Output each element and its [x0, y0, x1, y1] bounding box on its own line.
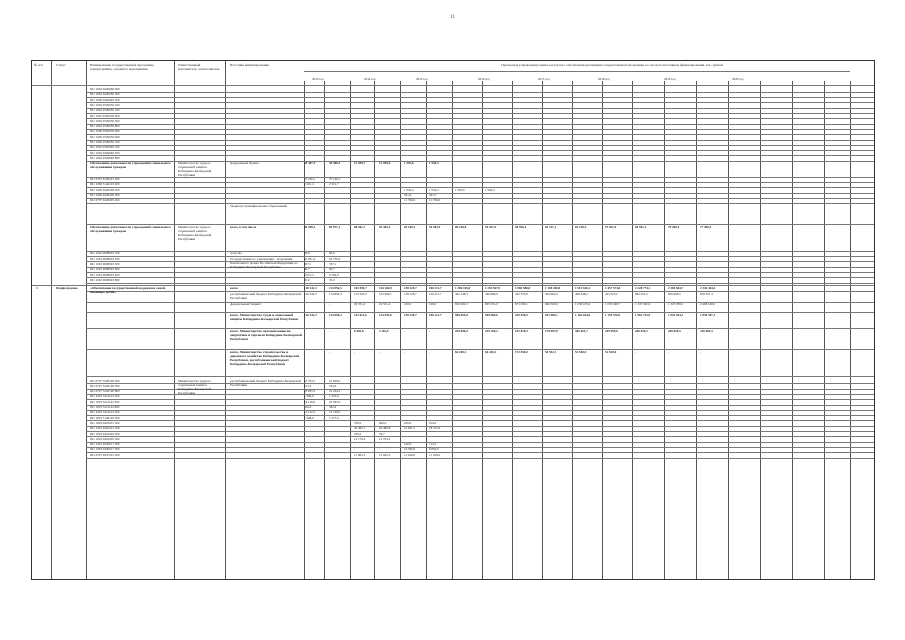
value-cell: 1 963 753,9 — [635, 312, 651, 317]
value-cell: 60 358,3 — [304, 224, 316, 229]
block-source: всего, Министерство промышленности, энергетики и торговли Кабардино-Балкарской Республики — [230, 328, 302, 341]
row-code: 961 1002 0320040 800 — [90, 155, 120, 160]
header-col-status: Статус — [56, 63, 66, 67]
row-rule — [86, 92, 874, 93]
value-cell: 126 160,9 — [379, 286, 392, 291]
value-cell: 671 200,1 — [515, 302, 528, 307]
row-rule — [86, 145, 874, 146]
row-rule — [86, 447, 874, 448]
value-cell: 29 551,4 — [354, 302, 366, 307]
value-cell: 910 450,9 — [515, 312, 528, 317]
row-rule — [86, 442, 874, 443]
row-code: 961 1003 5221142 200 — [90, 394, 120, 399]
row-rule — [86, 113, 874, 114]
column-divider — [51, 61, 52, 579]
value-cell: 20 402,7 — [354, 426, 366, 431]
value-cell: - — [379, 349, 381, 354]
row-rule — [86, 283, 874, 284]
value-cell: 2 116,9 — [379, 328, 389, 333]
row-rule — [86, 267, 874, 268]
value-cell: 910,0 — [404, 420, 412, 425]
value-cell: 949 089,6 — [485, 312, 498, 317]
value-cell: 1 162 634,0 — [575, 312, 591, 317]
value-cell: 1 594,3 — [485, 187, 495, 192]
value-cell: 341,5 — [429, 193, 437, 197]
header-year: 2015 год — [416, 77, 428, 81]
header-year: 2016 год — [478, 77, 490, 81]
value-cell: 79,7 — [379, 431, 385, 436]
value-cell: 18 725,0 — [429, 426, 441, 431]
value-cell: 337,1 — [304, 261, 312, 266]
value-cell: - — [304, 349, 306, 354]
value-cell: 120 242,3 — [304, 291, 317, 296]
value-cell: 64 240,1 — [455, 349, 467, 354]
value-cell: 178 907,8 — [545, 328, 558, 333]
value-cell: 2 346 464,4 — [700, 286, 716, 291]
value-cell: 239 109,2 — [485, 328, 498, 333]
value-cell: 55 551,5 — [485, 224, 497, 229]
value-cell: - — [304, 328, 306, 333]
value-cell: 64 240,1 — [485, 349, 497, 354]
value-cell: 1 594,3 — [429, 161, 439, 166]
row-rule — [86, 261, 874, 262]
value-cell: 37 196,1 — [329, 177, 341, 182]
row-code: 961 1002 9008993 800 — [90, 277, 120, 282]
header-year: 2019 год — [664, 77, 676, 81]
value-cell: 96,6 — [329, 251, 335, 256]
block-name: «Обеспечение государственной поддержки семей, имеющих детей» — [90, 286, 166, 295]
value-cell: 51 530,0 — [605, 349, 617, 354]
value-cell: 11 769,0 — [429, 198, 441, 203]
row-code: 961 1002 0420060 000 — [90, 87, 120, 91]
value-cell: 1 915 616,1 — [575, 286, 591, 291]
row-rule — [86, 140, 874, 141]
row-code: 961 1006 0320050 100 — [90, 140, 120, 144]
value-cell: 51 609,0 — [329, 378, 341, 383]
row-rule — [86, 436, 874, 437]
value-cell: - — [668, 349, 670, 354]
value-cell: 96,6 — [304, 251, 310, 256]
header-col-no: № п/п — [34, 63, 43, 67]
value-cell: 10 590,0 — [404, 447, 416, 452]
block-source: федеральный бюджет — [230, 161, 260, 166]
row-rule — [86, 426, 874, 427]
row-status: Подпрограмма — [56, 286, 78, 291]
value-cell: 114 856,3 — [329, 312, 342, 317]
value-cell: 68 561,7 — [354, 224, 366, 229]
row-code: 961 1002 9008993 300 — [90, 261, 120, 266]
header-year: 2020 год — [732, 77, 744, 81]
page-number: 11 — [450, 15, 455, 20]
value-cell: 250 846,9 — [455, 328, 468, 333]
value-cell: 25 825,3 — [304, 389, 316, 394]
row-rule — [86, 251, 874, 252]
value-cell: 9 856,0 — [429, 447, 439, 452]
row-rule — [86, 187, 874, 188]
value-cell: 13 132,3 — [304, 410, 316, 415]
row-code: 961 1003 0420050 300 — [90, 92, 120, 97]
value-cell: 1 998,0 — [304, 415, 314, 420]
value-cell: 919,0 — [429, 420, 437, 425]
row-code: 961 1002 9008993 100 — [90, 251, 120, 256]
row-code: 961 1006 0420209 200 — [90, 193, 120, 197]
row-rule — [86, 328, 874, 329]
value-cell: 50 552,1 — [545, 349, 557, 354]
row-code: 961 1003 5221142 800 — [90, 405, 120, 409]
block-source: всего, в том числе — [230, 224, 256, 229]
value-cell: 77 490,4 — [700, 224, 712, 229]
value-cell: 23 925,0 — [329, 399, 341, 404]
block-source: федеральный бюджет — [230, 302, 262, 307]
value-cell: 11 769,0 — [404, 198, 416, 203]
value-cell: 1 347 058,2 — [668, 302, 684, 307]
value-cell: 114 856,3 — [329, 286, 342, 291]
row-code: 961 1006 5144193 200 — [90, 182, 120, 187]
value-cell: 10 831,7 — [404, 426, 416, 431]
value-cell: 878 351,4 — [700, 291, 713, 296]
value-cell: 6 951,3 — [304, 272, 314, 277]
row-code: 961 1003 0422205 300 — [90, 436, 120, 441]
value-cell: 106 211,7 — [429, 286, 442, 291]
header-year: 2018 год — [598, 77, 610, 81]
block-source: республиканский бюджет Кабардино-Балкарской Республики — [230, 291, 302, 300]
value-cell: 882 451,2 — [635, 291, 648, 296]
row-code: 961 1006 0420040 200 — [90, 97, 120, 102]
block-name: Обеспечение деятельности учреждений социального обслуживания граждан — [90, 224, 171, 233]
block-resp: Министерство труда и социальной защиты Кабардино-Балкарской Республики — [178, 378, 212, 395]
row-code: 961 0707 4520201 200 — [90, 177, 120, 182]
value-cell: 1 036 105,9 — [575, 302, 591, 307]
block-source: всего — [230, 286, 239, 291]
value-cell: 11 169,0 — [429, 452, 441, 457]
value-cell: 39 487,5 — [304, 161, 316, 166]
header-col-source: Источник финансирования — [230, 63, 269, 67]
value-cell: 138 120,7 — [404, 291, 417, 296]
row-code: 961 1002 0320050 100 — [90, 108, 120, 113]
value-cell: 120 242,3 — [304, 312, 317, 317]
value-cell: 1 286 165,8 — [455, 286, 471, 291]
value-cell: 341,6 — [404, 193, 412, 197]
value-cell: 12 539,0 — [329, 410, 341, 415]
block-source: республиканский бюджет Кабардино-Балкарской Республики — [230, 378, 302, 387]
value-cell: 385 461,7 — [575, 328, 588, 333]
value-cell: 856 606,5 — [668, 291, 681, 296]
row-rule — [86, 431, 874, 432]
value-cell: 2 291,4 — [304, 182, 314, 187]
value-cell: 12 763,2 — [379, 436, 391, 441]
value-cell: 13 959,7 — [354, 161, 366, 166]
value-cell: 39 400,5 — [329, 161, 341, 166]
block-source: бюджеты муниципальных образований — [230, 203, 287, 208]
value-cell: 22 551,4 — [379, 302, 391, 307]
budget-table — [31, 60, 875, 580]
header-year: 2013 год — [312, 77, 324, 81]
row-rule — [86, 118, 874, 119]
header-col-forecast: Прогнозная (справочная) оценка ресурсного обеспечения реализации государственной программы за счет всех источников финансирования, тыс. рублей — [501, 63, 723, 67]
value-cell: 1 033 049,7 — [605, 302, 621, 307]
value-cell: 13 065,3 — [379, 452, 391, 457]
value-cell: 2 228 774,1 — [635, 286, 651, 291]
value-cell: - — [304, 302, 306, 307]
value-cell: 102 609,1 — [379, 291, 392, 296]
block-name: Обеспечение деятельности учреждений социального обслуживания граждан — [90, 161, 171, 170]
value-cell: 1 292 827,9 — [485, 286, 501, 291]
row-code: 961 1002 9008993 200 — [90, 256, 120, 261]
value-cell: 100,0 — [404, 442, 412, 447]
block-source: средства — [230, 251, 242, 256]
value-cell: 250,0 — [354, 431, 362, 436]
row-rule — [86, 277, 874, 278]
value-cell: 1 942 944,2 — [668, 312, 684, 317]
row-code: 961 1002 0320050 300 — [90, 118, 120, 123]
value-cell: 466 448,2 — [575, 291, 588, 296]
value-cell: 2 269 664,7 — [668, 286, 684, 291]
value-cell: 82 169,2 — [404, 224, 416, 229]
value-cell: 922 002,3 — [455, 302, 468, 307]
value-cell: - — [429, 328, 431, 333]
value-cell: 1 033,2 — [429, 187, 439, 192]
value-cell: 2 212,7 — [329, 182, 339, 187]
value-cell: 316 069,3 — [700, 328, 713, 333]
row-code: 961 1003 0422201 300 — [90, 426, 120, 431]
value-cell: 24 118,0 — [304, 399, 316, 404]
row-rule — [86, 312, 874, 313]
value-cell: 1 595,6 — [404, 161, 414, 166]
row-rule — [86, 349, 874, 350]
row-code: 961 1006 0420209 200 — [90, 187, 120, 192]
row-rule — [86, 420, 874, 421]
value-cell: - — [379, 447, 381, 452]
value-cell: 57 821,9 — [605, 224, 617, 229]
value-cell: 302,6 — [329, 405, 337, 409]
value-cell: 35,0 — [304, 277, 310, 282]
value-cell: 37 196,1 — [304, 177, 316, 182]
value-cell: 35,0 — [329, 277, 335, 282]
value-cell: 524,6 — [329, 383, 337, 388]
row-rule — [86, 182, 874, 183]
block-resp: Министерство труда и социальной защиты Кабардино-Балкарской Республики — [178, 224, 212, 241]
value-cell: 53 793,5 — [304, 378, 316, 383]
value-cell: 6 769,0 — [329, 272, 339, 277]
row-rule — [86, 256, 874, 257]
row-code: 961 1003 5221142 300 — [90, 399, 120, 404]
header-rule — [32, 85, 874, 86]
row-rule — [86, 302, 874, 303]
row-code: 961 1003 5140192 300 — [90, 415, 120, 420]
row-code: 961 1006 0320050 000 — [90, 129, 120, 134]
row-rule — [86, 291, 874, 292]
value-cell: 600,0 — [379, 420, 387, 425]
value-cell: 89 218,8 — [455, 224, 467, 229]
row-rule — [86, 134, 874, 135]
value-cell: 69 977,1 — [329, 224, 341, 229]
value-cell: 1 033,2 — [404, 187, 414, 192]
row-rule — [86, 410, 874, 411]
value-cell: 1 457 574,8 — [605, 286, 621, 291]
value-cell: 106 211,7 — [429, 312, 442, 317]
value-cell: - — [404, 349, 406, 354]
value-cell: 114 856,3 — [329, 291, 342, 296]
value-cell: 100,0 — [429, 302, 437, 307]
value-cell: 100,0 — [404, 302, 412, 307]
value-cell: 54 583,9 — [429, 224, 441, 229]
value-cell: 1 477,9 — [329, 415, 339, 420]
value-cell: 55 483,4 — [379, 224, 391, 229]
value-cell: 13 959,6 — [379, 161, 391, 166]
value-cell: - — [354, 442, 356, 447]
value-cell: 26 480,8 — [379, 426, 391, 431]
row-code: 961 0707 5220190 300 — [90, 383, 120, 388]
row-rule — [86, 150, 874, 151]
value-cell: 124 043,6 — [379, 312, 392, 317]
row-rule — [86, 97, 874, 98]
row-code: 961 0707 5220190 800 — [90, 389, 120, 394]
block-resp: Министерство труда и социальной защиты Кабардино-Балкарской Республики — [178, 161, 212, 178]
value-cell: 132 560,3 — [354, 291, 367, 296]
value-cell: 192 678,3 — [515, 328, 528, 333]
header-col-resp: Ответственный исполнитель, соисполнитель — [178, 63, 220, 71]
value-cell: 346 086,9 — [485, 291, 498, 296]
value-cell: 337,1 — [329, 261, 337, 266]
value-cell: 1 225,0 — [329, 394, 339, 399]
value-cell: 138 229,7 — [404, 286, 417, 291]
value-cell: 153 611,6 — [354, 312, 367, 317]
row-code: 961 1003 0430017 300 — [90, 442, 120, 447]
row-rule — [86, 415, 874, 416]
value-cell: 22 264,2 — [329, 389, 341, 394]
row-rule — [86, 124, 874, 125]
value-cell: - — [700, 349, 702, 354]
row-rule — [86, 399, 874, 400]
value-cell: - — [329, 328, 331, 333]
block-source: всего, Министерство строительства и дорожного хозяйства Кабардино-Балкарской Республики, республиканский бюджет Кабардино-Балкарской Республики — [230, 349, 300, 366]
value-cell: 2 468 100,0 — [700, 302, 716, 307]
value-cell: 96,7 — [329, 267, 335, 272]
value-cell: 266 020,2 — [635, 328, 648, 333]
value-cell: - — [429, 349, 431, 354]
value-cell: 513,2 — [304, 383, 312, 388]
value-cell: 51 530,0 — [575, 349, 587, 354]
value-cell: 84 941,4 — [635, 224, 647, 229]
row-number: 3 — [36, 286, 38, 291]
value-cell: 81 218,3 — [575, 224, 587, 229]
value-cell: 96 936,4 — [515, 224, 527, 229]
value-cell: 1 169 260,8 — [545, 286, 561, 291]
value-cell: 249 959,0 — [605, 328, 618, 333]
value-cell: 423 525,2 — [605, 291, 618, 296]
value-cell: 666 363,0 — [545, 302, 558, 307]
row-rule — [86, 376, 874, 377]
value-cell: 1 347 322,9 — [635, 302, 651, 307]
value-cell: - — [329, 302, 331, 307]
value-cell: 138 220,7 — [404, 312, 417, 317]
row-rule — [86, 155, 874, 156]
value-cell: - — [329, 349, 331, 354]
value-cell: 11 063,3 — [354, 452, 366, 457]
value-cell: 112,2 — [429, 442, 437, 447]
value-cell: 172 450,0 — [515, 349, 528, 354]
row-code: 961 1002 9008993 800 — [90, 267, 120, 272]
value-cell: 1 595,6 — [455, 187, 465, 192]
row-rule — [86, 102, 874, 103]
value-cell: 432 379,9 — [515, 291, 528, 296]
row-code: 961 1002 0320050 200 — [90, 113, 120, 118]
value-cell: 8 483,8 — [354, 328, 364, 333]
value-cell: - — [404, 328, 406, 333]
row-rule — [86, 129, 874, 130]
row-code: 961 1006 0320050 000 — [90, 134, 120, 139]
value-cell: 1 830 397,1 — [700, 312, 716, 317]
value-cell: 1 155 576,9 — [605, 312, 621, 317]
row-code: 961 0707 5220190 200 — [90, 378, 120, 383]
header-year: 2017 год — [538, 77, 550, 81]
row-code: 961 1003 0430017 300 — [90, 447, 120, 452]
row-rule — [86, 108, 874, 109]
row-rule — [86, 458, 874, 459]
value-cell: 931 985,1 — [545, 312, 558, 317]
row-rule — [86, 198, 874, 199]
header-rule — [304, 71, 850, 72]
value-cell: 700,0 — [354, 420, 362, 425]
row-code: 961 1002 0320040 100 — [90, 145, 120, 150]
row-rule — [86, 193, 874, 194]
block-source: Государственного учреждения - Отделения Пенсионного фонда Российской Федерации по Кабардино-Балкарской Республике — [230, 256, 298, 269]
block-source: всего, Министерство труда и социальной защиты Кабардино-Балкарской Республики — [230, 312, 299, 321]
row-code: 961 1002 0320050 800 — [90, 124, 120, 129]
value-cell: 62 736,9 — [329, 256, 341, 261]
value-cell: - — [354, 349, 356, 354]
header-col-name: Наименование государственной программы, подпрограммы, основного мероприятия — [90, 63, 155, 71]
value-cell: 310,0 — [304, 405, 312, 409]
value-cell: 1 083 980,8 — [515, 286, 531, 291]
row-rule — [86, 405, 874, 406]
value-cell: 86,7 — [304, 267, 310, 272]
value-cell: - — [635, 349, 637, 354]
value-cell: 106 211,7 — [429, 291, 442, 296]
row-code: 961 1002 0320050 100 — [90, 102, 120, 107]
value-cell: 11 169,0 — [404, 452, 416, 457]
row-code: 961 1003 5221142 300 — [90, 410, 120, 415]
value-cell: 362 148,3 — [455, 291, 468, 296]
value-cell: 120 242,3 — [304, 286, 317, 291]
header-year: 2014 год — [364, 77, 376, 81]
row-code: 961 1002 9008993 400 — [90, 272, 120, 277]
value-cell: 165 094,7 — [354, 286, 367, 291]
row-code: 961 1003 0422204 300 — [90, 431, 120, 436]
row-rule — [86, 452, 874, 453]
row-code: 961 1003 0422201 300 — [90, 420, 120, 425]
value-cell: 969 055,8 — [455, 312, 468, 317]
value-cell: - — [379, 442, 381, 447]
value-cell: 905 331,0 — [485, 302, 498, 307]
row-rule — [86, 203, 874, 204]
row-code: 961 0707 0420605 200 — [90, 198, 120, 203]
value-cell: 52 951,6 — [304, 256, 316, 261]
row-code: 961 0707 0437201 300 — [90, 452, 120, 457]
value-cell: 79 298,4 — [668, 224, 680, 229]
row-rule — [86, 272, 874, 273]
value-cell: 362 062,0 — [545, 291, 558, 296]
value-cell: 63 317,1 — [545, 224, 557, 229]
value-cell: 12 179,4 — [354, 436, 366, 441]
value-cell: 1 390,0 — [304, 394, 314, 399]
value-cell: - — [354, 447, 356, 452]
value-cell: 269 820,5 — [668, 328, 681, 333]
row-code: 961 1002 0320040 200 — [90, 150, 120, 155]
